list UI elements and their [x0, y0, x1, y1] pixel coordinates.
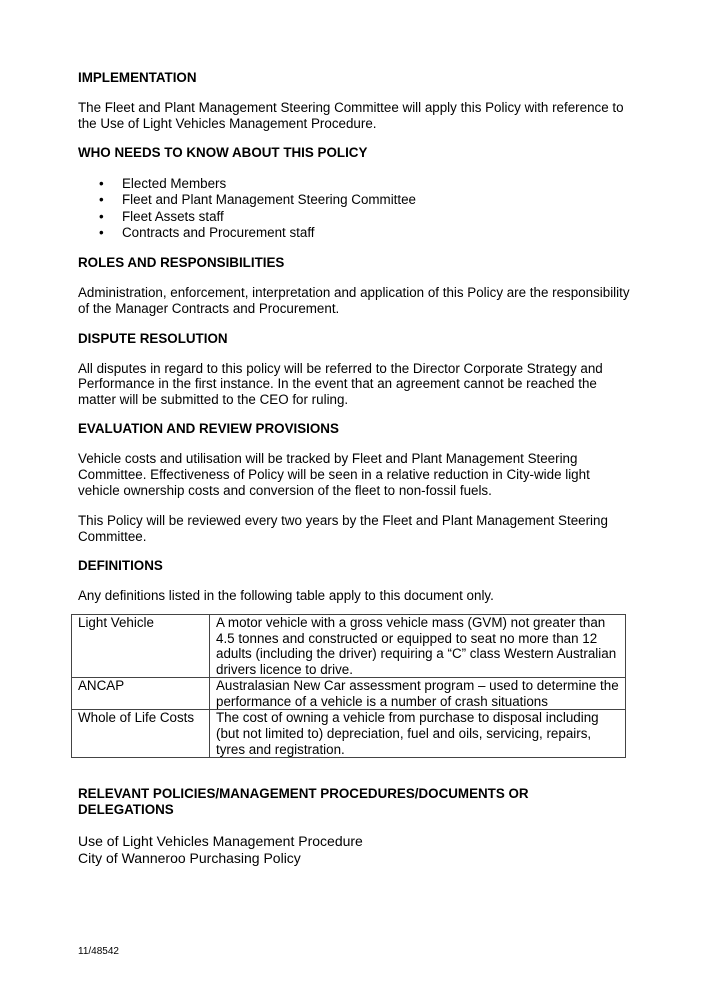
implementation-heading: IMPLEMENTATION [78, 70, 197, 85]
list-item-label: Contracts and Procurement staff [122, 225, 315, 241]
implementation-section [78, 70, 630, 131]
definition-cell: Australasian New Car assessment program – used to determine the performance of a vehicle is a number of crash situations [210, 678, 626, 710]
dispute-heading: DISPUTE RESOLUTION [78, 330, 228, 346]
who-needs-to-know-section [78, 145, 630, 241]
audience-list [78, 176, 630, 241]
dispute-body: All disputes in regard to this policy will be referred to the Director Corporate Strategy and Performance in the first instance. In the event that an agreement cannot be reached the matter will be submitted to the CEO for ruling. [78, 360, 603, 407]
list-item-label: Elected Members [122, 176, 227, 192]
definitions-heading: DEFINITIONS [78, 558, 163, 574]
list-item [78, 176, 630, 192]
table-row [72, 678, 626, 710]
definitions-table [71, 614, 626, 758]
table-row [72, 614, 626, 677]
relevant-item: Use of Light Vehicles Management Procedure [78, 833, 363, 850]
roles-heading: ROLES AND RESPONSIBILITIES [78, 255, 285, 271]
relevant-section [78, 786, 630, 866]
list-item [78, 225, 630, 241]
bullet-icon: • [99, 192, 104, 208]
who-needs-to-know-heading: WHO NEEDS TO KNOW ABOUT THIS POLICY [78, 145, 368, 161]
implementation-body: The Fleet and Plant Management Steering Committee will apply this Policy with reference to the Use of Light Vehicles Management Procedure. [78, 100, 624, 131]
definitions-section [78, 558, 630, 758]
bullet-icon: • [99, 208, 104, 224]
evaluation-heading: EVALUATION AND REVIEW PROVISIONS [78, 421, 339, 437]
document-reference: 11/48542 [78, 946, 119, 957]
term-cell: Whole of Life Costs [72, 710, 210, 758]
roles-body: Administration, enforcement, interpretation and application of this Policy are the responsibility of the Manager Contracts and Procurement. [78, 285, 630, 316]
evaluation-section [78, 421, 630, 544]
term-cell: ANCAP [72, 678, 210, 710]
bullet-icon: • [99, 176, 104, 192]
list-item [78, 192, 630, 208]
bullet-icon: • [99, 225, 104, 241]
definitions-intro: Any definitions listed in the following table apply to this document only. [78, 588, 494, 604]
list-item [78, 209, 630, 225]
roles-section [78, 255, 630, 316]
relevant-heading: RELEVANT POLICIES/MANAGEMENT PROCEDURES/DOCUMENTS OR DELEGATIONS [78, 786, 529, 818]
list-item-label: Fleet and Plant Management Steering Committee [122, 192, 417, 208]
definition-cell: A motor vehicle with a gross vehicle mass (GVM) not greater than 4.5 tonnes and constructed or equipped to seat no more than 12 adults (including the driver) requiring a “C” class Western Australian drivers licence to drive. [210, 614, 626, 677]
relevant-item: City of Wanneroo Purchasing Policy [78, 849, 301, 866]
list-item-label: Fleet Assets staff [122, 208, 224, 224]
dispute-section [78, 331, 630, 408]
evaluation-body-2: This Policy will be reviewed every two years by the Fleet and Plant Management Steering Committee. [78, 513, 608, 544]
document-page [78, 70, 630, 880]
table-row [72, 710, 626, 758]
definition-cell: The cost of owning a vehicle from purchase to disposal including (but not limited to) depreciation, fuel and oils, servicing, repairs, tyres and registration. [210, 710, 626, 758]
evaluation-body-1: Vehicle costs and utilisation will be tracked by Fleet and Plant Management Steering Committee. Effectiveness of Policy will be seen in a relative reduction in City-wide light vehicle ownership costs and conversion of the fleet to non-fossil fuels. [78, 451, 590, 498]
term-cell: Light Vehicle [72, 614, 210, 677]
